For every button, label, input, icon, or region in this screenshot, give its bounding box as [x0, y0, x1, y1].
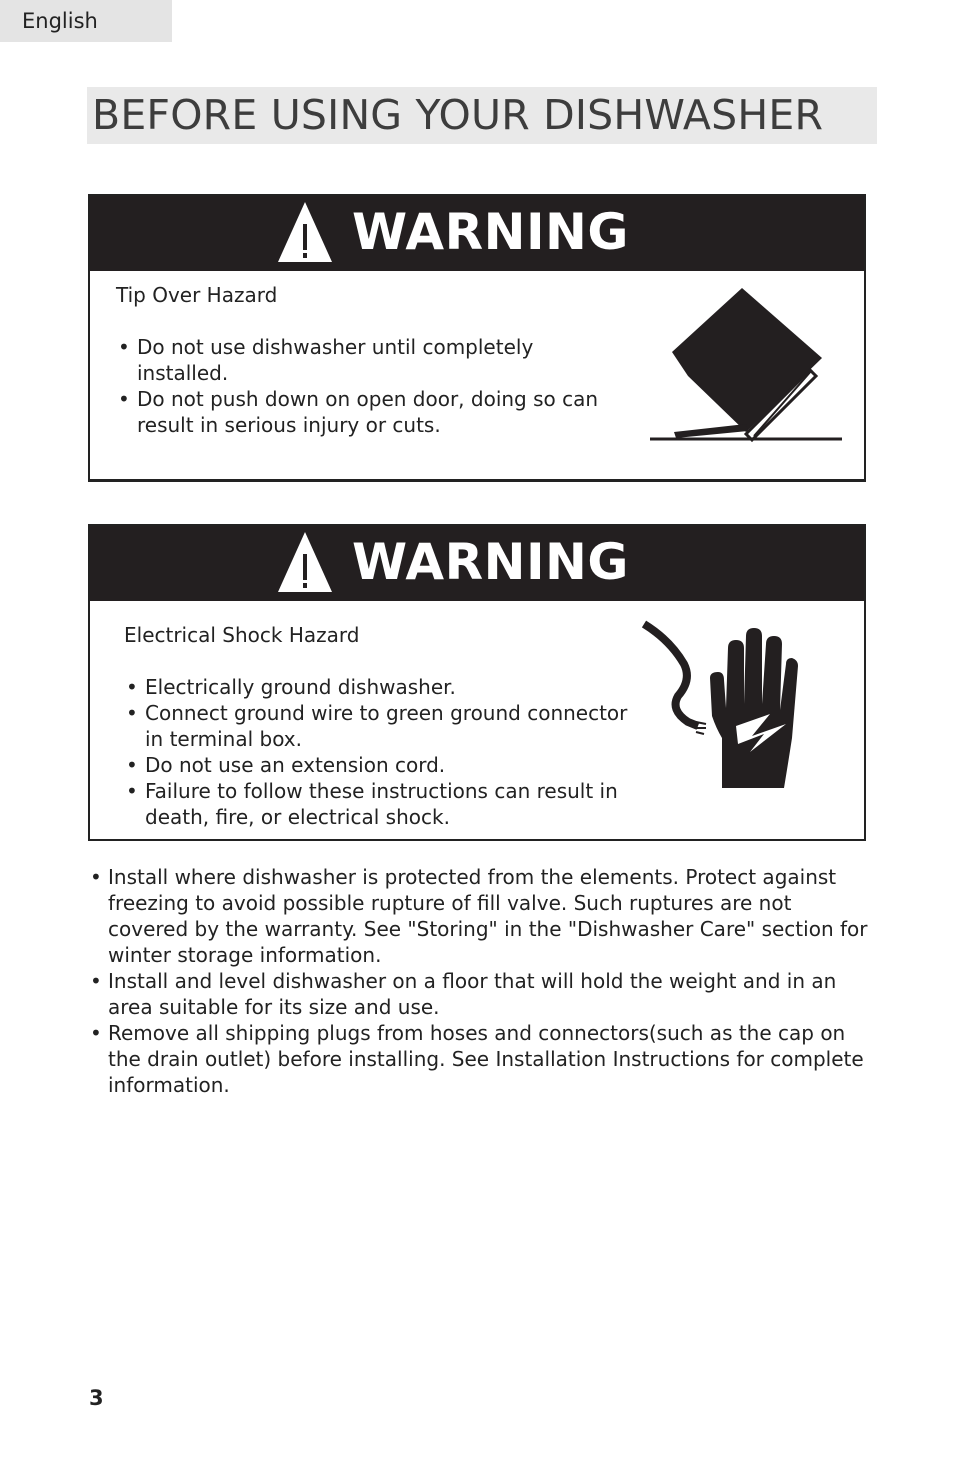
page-number: 3	[89, 1386, 104, 1410]
hazard-title: Tip Over Hazard	[116, 283, 278, 307]
hazard-bullets	[126, 674, 636, 830]
warning-header	[90, 526, 864, 601]
language-tab: English	[0, 0, 172, 42]
tip-over-dishwasher-icon	[646, 284, 846, 444]
page-title: BEFORE USING YOUR DISHWASHER	[87, 87, 877, 144]
list-item: • Failure to follow these instructions can result in death, fire, or electrical shock.	[126, 778, 636, 830]
list-item: • Connect ground wire to green ground connector in terminal box.	[126, 700, 636, 752]
installation-notes	[90, 864, 870, 1098]
hazard-title: Electrical Shock Hazard	[124, 623, 360, 647]
list-item: • Remove all shipping plugs from hoses and connectors(such as the cap on the drain outlet) before installing. See Installation Instructions for complete information.	[90, 1020, 870, 1098]
list-item: • Install where dishwasher is protected from the elements. Protect against freezing to avoid possible rupture of fill valve. Such ruptures are not covered by the warranty. See "Storing" in the "Dishwasher Care" section for winter storage information.	[90, 864, 870, 968]
hazard-bullets	[118, 334, 618, 438]
warning-box-tip-over	[88, 194, 866, 482]
warning-triangle-icon	[276, 200, 334, 264]
list-item: • Do not use dishwasher until completely installed.	[118, 334, 618, 386]
list-item: • Electrically ground dishwasher.	[126, 674, 636, 700]
electrical-shock-hand-icon	[640, 618, 800, 794]
list-item: • Do not use an extension cord.	[126, 752, 636, 778]
warning-triangle-icon	[276, 530, 334, 594]
warning-box-electrical	[88, 524, 866, 841]
warning-label: WARNING	[352, 203, 629, 261]
warning-header	[90, 196, 864, 271]
list-item: • Install and level dishwasher on a floor that will hold the weight and in an area suitable for its size and use.	[90, 968, 870, 1020]
list-item: • Do not push down on open door, doing so can result in serious injury or cuts.	[118, 386, 618, 438]
warning-label: WARNING	[352, 533, 629, 591]
